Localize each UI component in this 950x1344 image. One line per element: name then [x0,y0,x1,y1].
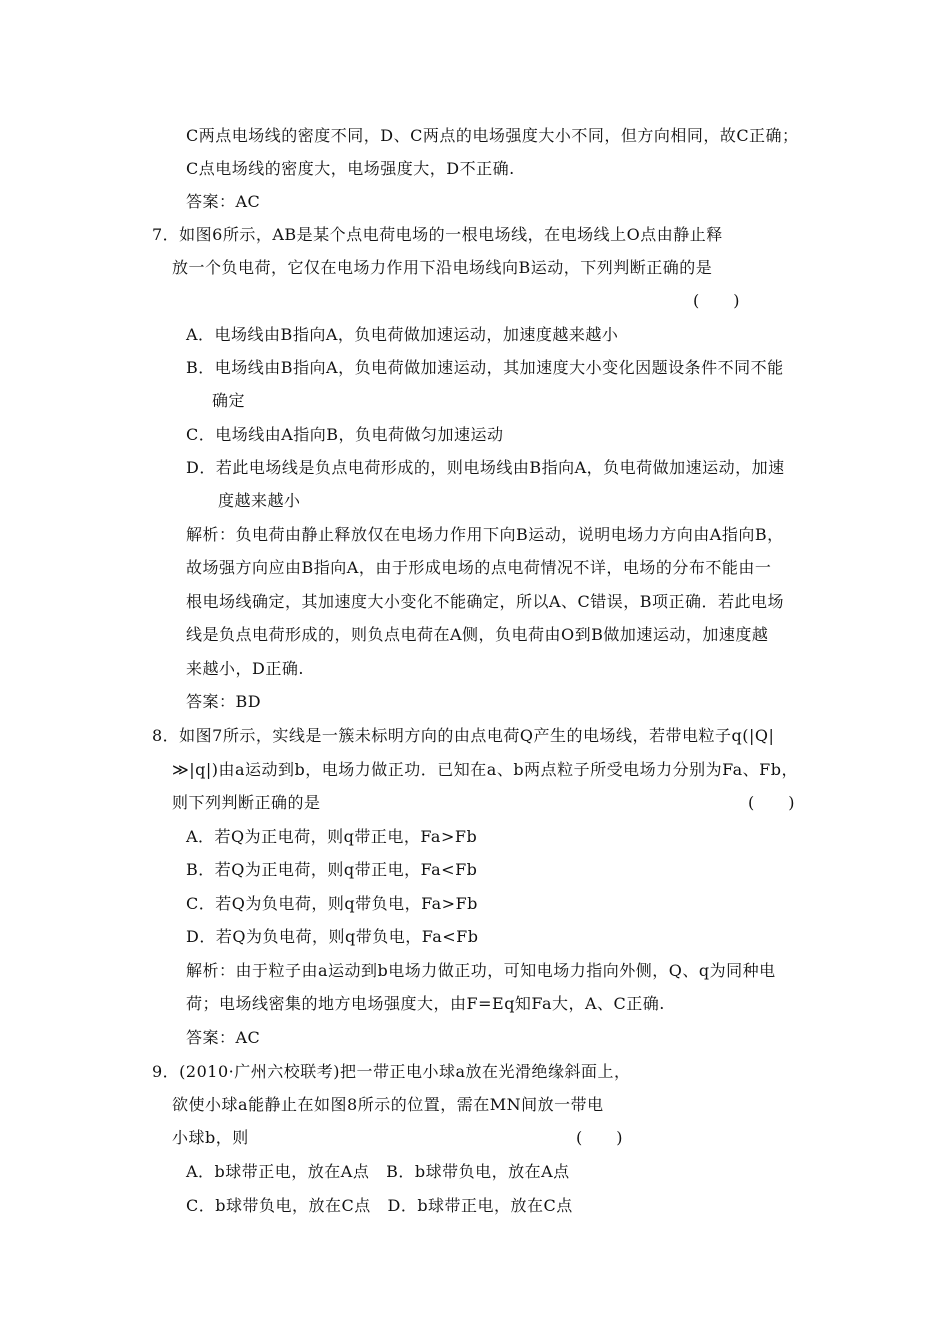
option-c: C．若Q为负电荷，则q带负电，Fa>Fb [186,894,478,913]
analysis-line: 解析：负电荷由静止释放仅在电场力作用下向B运动，说明电场力方向由A指向B， [186,525,784,544]
question-7-stem-cont: 放一个负电荷，它仅在电场力作用下沿电场线向B运动，下列判断正确的是 [172,258,713,277]
options-a-b: A．b球带正电，放在A点 B．b球带负电，放在A点 [186,1162,570,1181]
answer-line: 答案：AC [186,1028,261,1047]
question-9-stem-cont: 欲使小球a能静止在如图8所示的位置，需在MN间放一带电 [172,1095,604,1114]
option-b: B．若Q为正电荷，则q带正电，Fa<Fb [186,860,478,879]
question-8-stem-cont: ≫|q|)由a运动到b，电场力做正功．已知在a、b两点粒子所受电场力分别为Fa、Fb， [172,760,798,779]
question-8-stem-cont: 则下列判断正确的是 [172,793,321,812]
question-8-stem: 8．如图7所示，实线是一簇未标明方向的由点电荷Q产生的电场线，若带电粒子q(|Q| [152,726,775,745]
option-d: D．若此电场线是负点电荷形成的，则电场线由B指向A，负电荷做加速运动，加速 [186,458,785,477]
option-b-cont: 确定 [212,391,246,410]
answer-blank: ( ) [748,793,795,812]
question-7-stem: 7．如图6所示，AB是某个点电荷电场的一根电场线，在电场线上O点由静止释 [152,225,723,244]
option-b: B．电场线由B指向A，负电荷做加速运动，其加速度大小变化因题设条件不同不能 [186,358,784,377]
answer-line: 答案：BD [186,692,262,711]
option-d-cont: 度越来越小 [218,491,301,510]
question-9-stem-cont: 小球b，则 [172,1128,249,1147]
option-a: A．电场线由B指向A，负电荷做加速运动，加速度越来越小 [186,325,619,344]
text-line: C两点电场线的密度不同，D、C两点的电场强度大小不同，但方向相同，故C正确； [186,126,799,145]
analysis-line: 解析：由于粒子由a运动到b电场力做正功，可知电场力指向外侧，Q、q为同种电 [186,961,776,980]
answer-blank: ( ) [576,1128,623,1147]
analysis-line: 故场强方向应由B指向A，由于形成电场的点电荷情况不详，电场的分布不能由一 [186,558,772,577]
text-line: C点电场线的密度大，电场强度大，D不正确. [186,159,515,178]
analysis-line: 来越小，D正确. [186,659,304,678]
answer-line: 答案：AC [186,192,261,211]
question-9-stem: 9．(2010·广州六校联考)把一带正电小球a放在光滑绝缘斜面上， [152,1062,631,1081]
option-a: A．若Q为正电荷，则q带正电，Fa>Fb [186,827,478,846]
option-c: C．电场线由A指向B，负电荷做匀加速运动 [186,425,504,444]
analysis-line: 荷；电场线密集的地方电场强度大，由F=Eq知Fa大，A、C正确. [186,994,665,1013]
analysis-line: 线是负点电荷形成的，则负点电荷在A侧，负电荷由O到B做加速运动，加速度越 [186,625,769,644]
answer-blank: ( ) [693,291,740,310]
analysis-line: 根电场线确定，其加速度大小变化不能确定，所以A、C错误，B项正确．若此电场 [186,592,785,611]
option-d: D．若Q为负电荷，则q带负电，Fa<Fb [186,927,479,946]
options-c-d: C．b球带负电，放在C点 D．b球带正电，放在C点 [186,1196,573,1215]
